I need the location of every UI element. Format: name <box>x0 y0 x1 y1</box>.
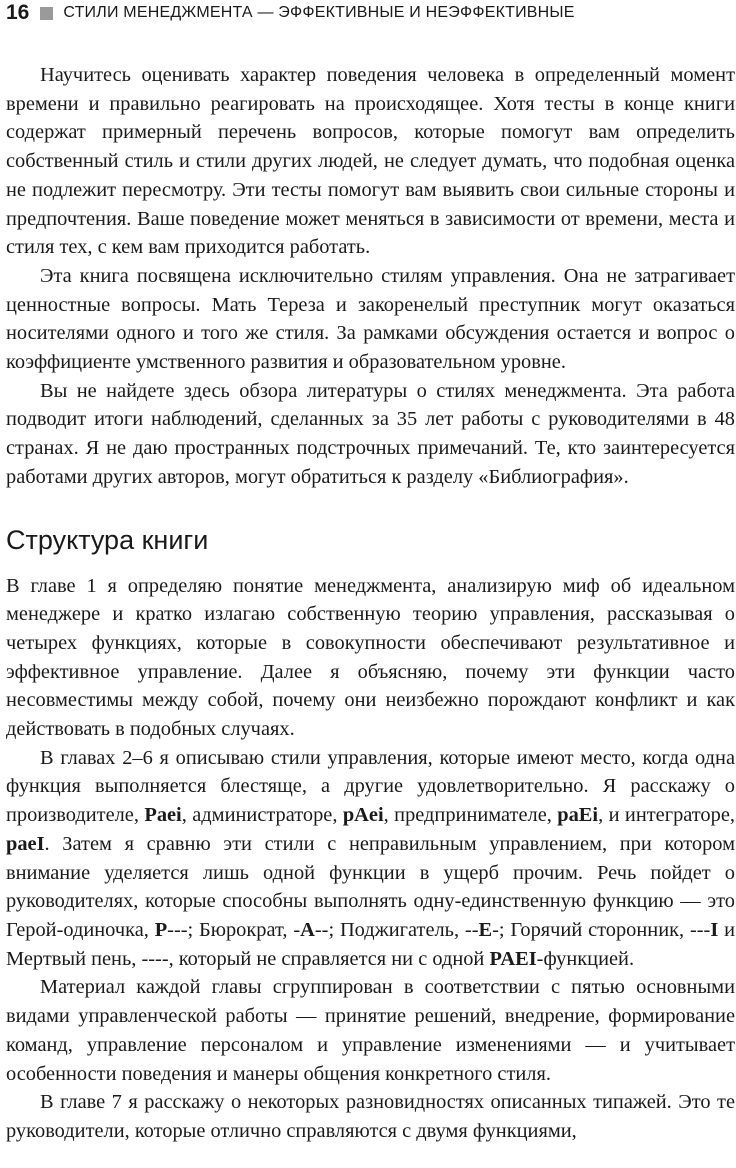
style-code: pAei <box>342 804 384 827</box>
style-code: PAEI <box>489 947 537 970</box>
paragraph: Вы не найдете здесь обзора литературы о стилях менеджмента. Эта работа подводит итоги наблюдений, сделанных за 35 лет работы с руководителями в 48 странах. Я не даю пространных подстрочных примечаний. Те, кто заинтересуется работами других авторов, могут обратиться к разделу «Библиография». <box>6 379 735 488</box>
text-run: ---; Бюрократ, - <box>167 918 301 941</box>
text-run: . Затем я сравню эти стили с неправильным управлением, при котором внимание уделяется лишь одной функции в ущерб прочим. Речь пойдет о руководителях, которые способны выполнять одну-единственную функцию — это Герой-одиночка, <box>6 832 736 941</box>
page-body <box>6 61 735 1146</box>
text-run: --; Поджигатель, -- <box>314 918 479 941</box>
square-bullet-icon <box>40 7 53 20</box>
paragraph: Научитесь оценивать характер поведения человека в определенный момент времени и правильно реагировать на происходящее. Хотя тесты в конце книги содержат примерный перечень вопросов, которые помогут вам определить собственный стиль и стили других людей, не следует думать, что подобная оценка не подлежит пересмотру. Эти тесты помогут вам выявить свои сильные стороны и предпочтения. Ваше поведение может меняться в зависимости от времени, места и стиля тех, с кем вам приходится работать. <box>6 64 735 259</box>
paragraph: В главе 1 я определяю понятие менеджмента, анализирую миф об идеальном менеджере и кратко излагаю собственную теорию управления, рассказывая о четырех функциях, которые в совокупности обеспечивают результативное и эффективное управление. Далее я объясняю, почему эти функции часто несовместимы между собой, почему они неизбежно порождают конфликт и как действовать в подобных случаях. <box>6 574 735 741</box>
text-run: и Мертвый пень, ----, который не справляется ни с одной <box>6 918 736 970</box>
style-code: I <box>710 918 719 941</box>
style-code: Paei <box>144 804 182 827</box>
text-run: -; Горячий сторонник, --- <box>492 918 711 941</box>
text-run: -функцией. <box>536 947 635 970</box>
paragraph: Материал каждой главы сгруппирован в соответствии с пятью основными видами управленческой работы — принятие решений, внедрение, формирование команд, управление персоналом и управление изменениями — и учитывает особенности поведения и манеры общения конкретного стиля. <box>6 976 735 1085</box>
text-run: В главах 2–6 я описываю стили управления, которые имеют место, когда одна функция выполняется блестяще, а другие удовлетворительно. Я расскажу о производителе, <box>6 746 735 827</box>
page-number: 16 <box>6 1 30 24</box>
style-code: A <box>300 918 315 941</box>
running-title: СТИЛИ МЕНЕДЖМЕНТА — ЭФФЕКТИВНЫЕ И НЕЭФФЕКТИВНЫЕ <box>63 4 575 21</box>
paragraph: В главе 7 я расскажу о некоторых разновидностях описанных типажей. Это те руководители, которые отлично справляются с двумя функциями, <box>6 1091 735 1142</box>
paragraph: Эта книга посвящена исключительно стилям управления. Она не затрагивает ценностные вопросы. Мать Тереза и закоренелый преступник могут оказаться носителями одного и того же стиля. За рамками обсуждения остается и вопрос о коэффициенте умственного развития и образовательном уровне. <box>6 264 735 374</box>
section-heading: Структура книги <box>6 524 209 555</box>
style-code: paeI <box>6 832 45 855</box>
style-code: E <box>478 918 493 941</box>
paragraph-styles <box>6 744 735 974</box>
style-code: P <box>154 918 168 941</box>
text-run: , и интеграторе, <box>598 804 735 827</box>
text-run: , предпринимателе, <box>383 804 558 827</box>
text-run: , администраторе, <box>181 804 343 827</box>
style-code: paEi <box>557 804 599 827</box>
page-header <box>6 0 736 26</box>
